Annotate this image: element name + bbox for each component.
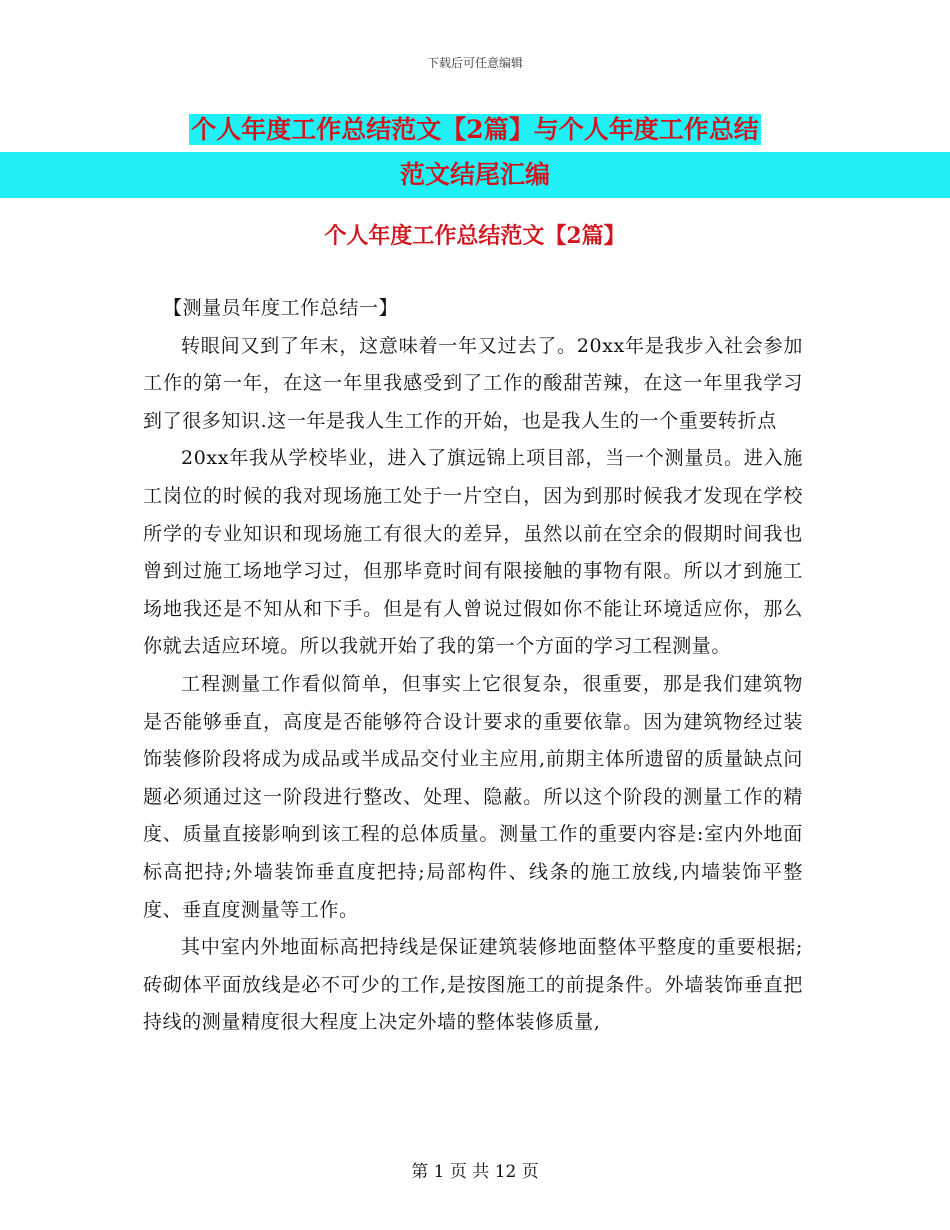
document-title-line2: 范文结尾汇编 [399, 160, 550, 189]
page-footer: 第 1 页 共 12 页 [411, 1162, 539, 1182]
body-text [143, 290, 803, 1042]
document-title [0, 108, 950, 198]
subheading: 【测量员年度工作总结一】 [163, 297, 399, 319]
paragraph-3: 工程测量工作看似简单，但事实上它很复杂，很重要，那是我们建筑物是否能够垂直，高度是否能够符合设计要求的重要依靠。因为建筑物经过装饰装修阶段将成为成品或半成品交付业主应用,前期主体所遗留的质量缺点问题必须通过这一阶段进行整改、处理、隐蔽。所以这个阶段的测量工作的精度、质量直接影响到该工程的总体质量。测量工作的重要内容是:室内外地面标高把持;外墙装饰垂直度把持;局部构件、线条的施工放线,内墙装饰平整度、垂直度测量等工作。 [143, 672, 803, 921]
header-note: 下载后可任意编辑 [426, 56, 523, 70]
document-title-line1: 个人年度工作总结范文【2篇】与个人年度工作总结 [191, 115, 759, 144]
paragraph-4: 其中室内外地面标高把持线是保证建筑装修地面整体平整度的重要根据;砖砌体平面放线是必不可少的工作,是按图施工的前提条件。外墙装饰垂直把持线的测量精度很大程度上决定外墙的整体装修质量, [143, 936, 803, 1034]
paragraph-2: 20xx年我从学校毕业，进入了旗远锦上项目部，当一个测量员。进入施工岗位的时候的我对现场施工处于一片空白，因为到那时候我才发现在学校所学的专业知识和现场施工有很大的差异，虽然以前在空余的假期时间我也曾到过施工场地学习过，但那毕竟时间有限接触的事物有限。所以才到施工场地我还是不知从和下手。但是有人曾说过假如你不能让环境适应你，那么你就去适应环境。所以我就开始了我的第一个方面的学习工程测量。 [143, 447, 803, 658]
paragraph-1: 转眼间又到了年末，这意味着一年又过去了。20xx年是我步入社会参加工作的第一年，在这一年里我感受到了工作的酸甜苦辣，在这一年里我学习到了很多知识.这一年是我人生工作的开始，也是我人生的一个重要转折点 [143, 334, 803, 432]
section-title: 个人年度工作总结范文【2篇】 [324, 223, 626, 249]
